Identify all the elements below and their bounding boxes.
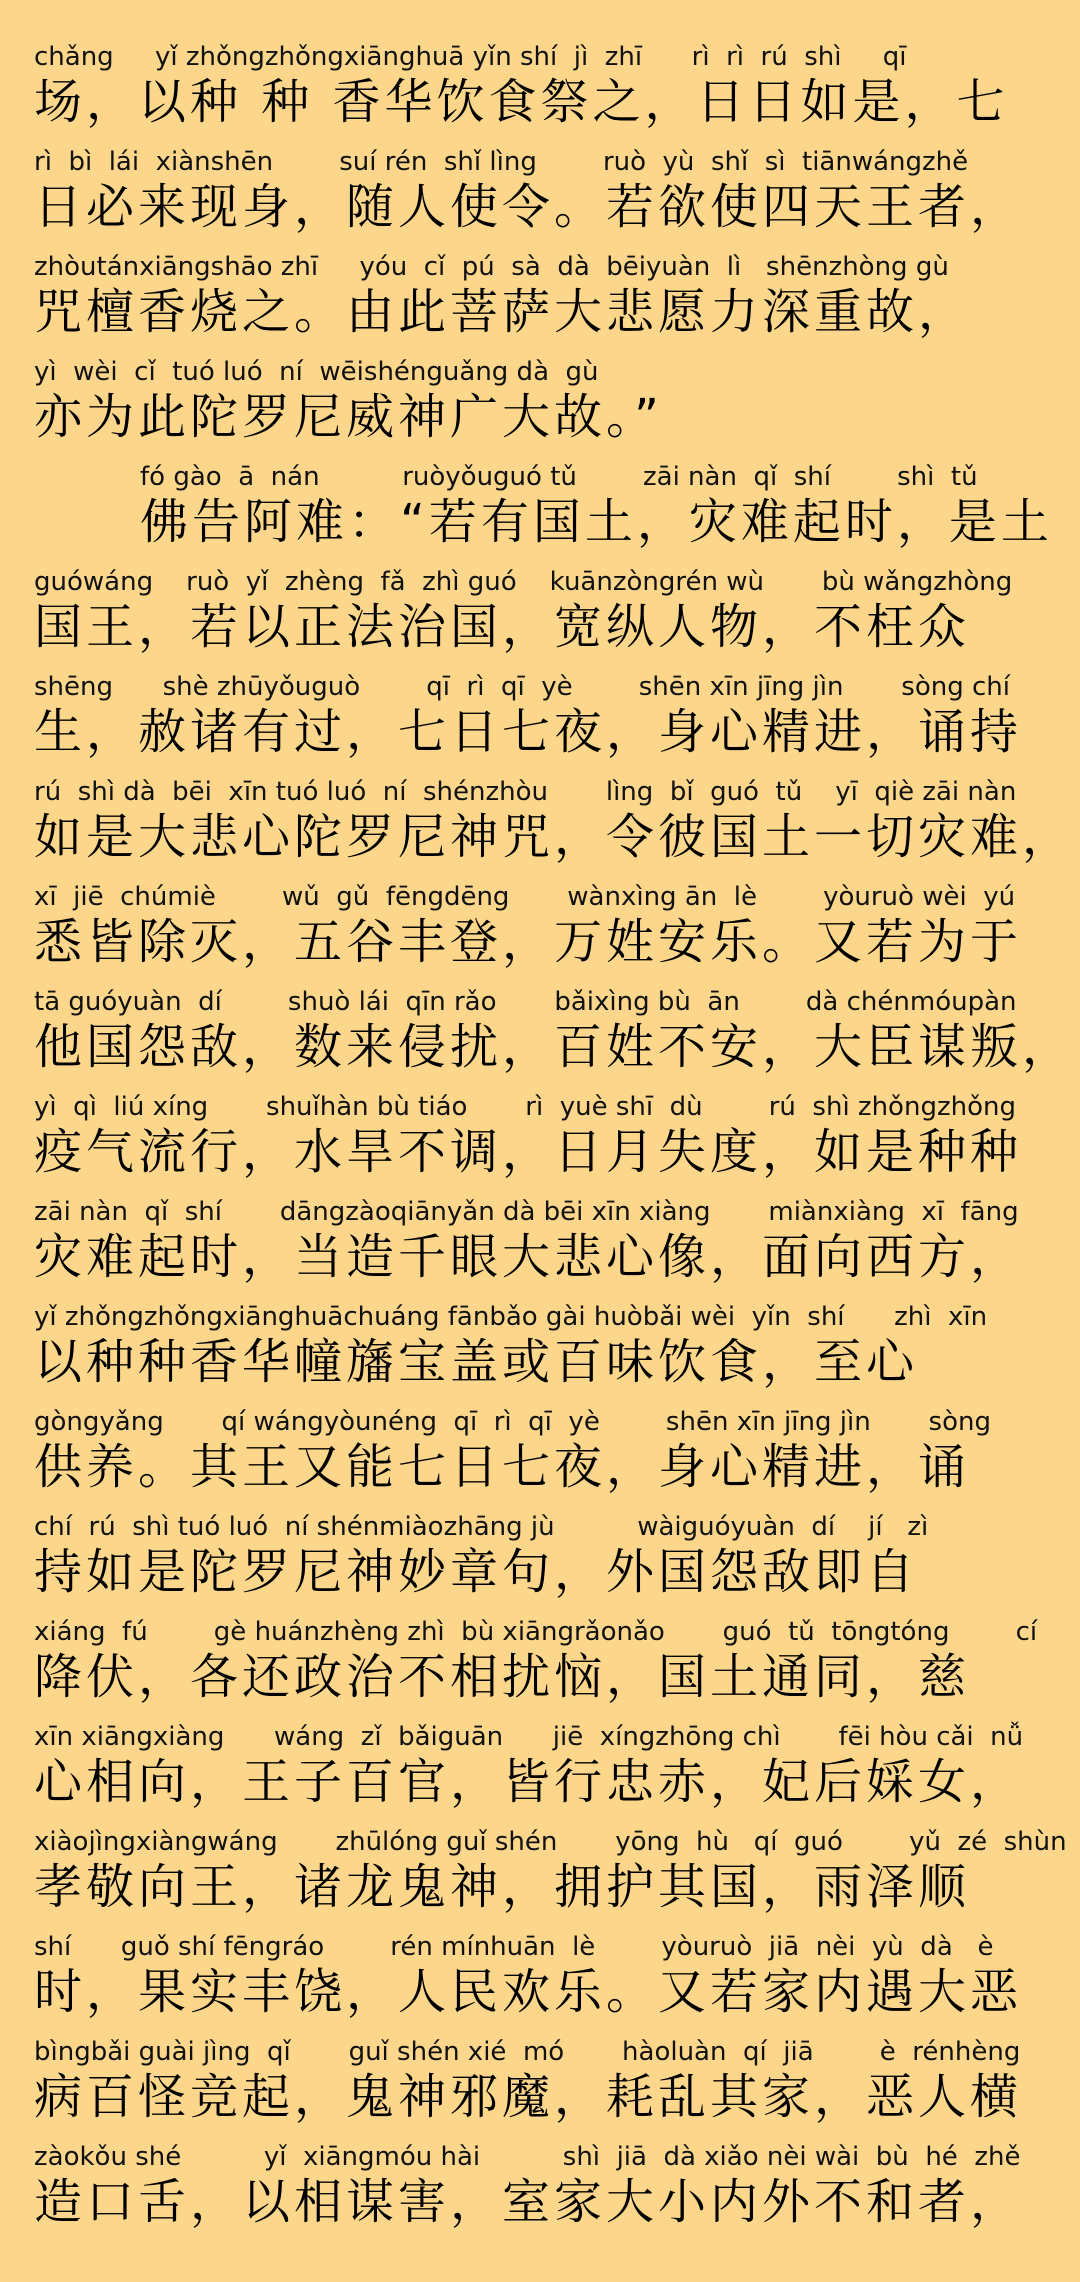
verse-line [0, 40, 1080, 145]
verse-line [0, 775, 1080, 880]
pinyin-annotation: yì qì liú xíng shuǐhàn bù tiáo rì yuè shī dù rú shì zhǒngzhǒng [34, 1092, 1016, 1122]
verse-line [0, 1405, 1080, 1510]
pinyin-annotation: xī jiē chúmiè wǔ gǔ fēngdēng wànxìng ān lè yòuruò wèi yú [34, 882, 1016, 912]
chinese-text: 日必来现身，随人使令。若欲使四天王者， [34, 179, 1023, 235]
verse-line [0, 355, 1080, 460]
chinese-text: 生，赦诸有过，七日七夜，身心精进，诵持 [34, 704, 1023, 760]
verse-line [0, 460, 1080, 565]
chinese-text: 疫气流行，水旱不调，日月失度，如是种种 [34, 1124, 1023, 1180]
pinyin-annotation: yì wèi cǐ tuó luó ní wēishénguǎng dà gù [34, 357, 599, 387]
pinyin-annotation: xiáng fú gè huánzhèng zhì bù xiāngrǎonǎo guó tǔ tōngtóng cí [34, 1617, 1038, 1647]
pinyin-annotation: tā guóyuàn dí shuò lái qīn rǎo bǎixìng bù ān dà chénmóupàn [34, 987, 1017, 1017]
chinese-text: 如是大悲心陀罗尼神咒，令彼国土一切灾难， [34, 809, 1074, 865]
pinyin-annotation: chí rú shì tuó luó ní shénmiàozhāng jù wàiguóyuàn dí jí zì [34, 1512, 929, 1542]
chinese-text: 他国怨敌，数来侵扰，百姓不安，大臣谋叛， [34, 1019, 1074, 1075]
verse-line [0, 1510, 1080, 1615]
chinese-text: 悉皆除灭，五谷丰登，万姓安乐。又若为于 [34, 914, 1023, 970]
pinyin-annotation: chǎng yǐ zhǒngzhǒngxiānghuā yǐn shí jì zhī rì rì rú shì qī [34, 42, 907, 72]
chinese-text: 佛告阿难：“若有国土，灾难起时，是土 [140, 494, 1053, 550]
pinyin-annotation: guówáng ruò yǐ zhèng fǎ zhì guó kuānzòngrén wù bù wǎngzhòng [34, 567, 1013, 597]
pinyin-annotation: yǐ zhǒngzhǒngxiānghuāchuáng fānbǎo gài huòbǎi wèi yǐn shí zhì xīn [34, 1302, 988, 1332]
chinese-text: 场，以种 种 香华饮食祭之，日日如是，七 [34, 74, 1009, 130]
verse-line [0, 1195, 1080, 1300]
verse-line [0, 2140, 1080, 2245]
chinese-text: 病百怪竞起，鬼神邪魔，耗乱其家，恶人横 [34, 2069, 1023, 2125]
pinyin-annotation: bìngbǎi guài jìng qǐ guǐ shén xié mó hàoluàn qí jiā è rénhèng [34, 2037, 1021, 2067]
verse-line [0, 1825, 1080, 1930]
chinese-text: 孝敬向王，诸龙鬼神，拥护其国，雨泽顺 [34, 1859, 971, 1915]
verse-line [0, 2035, 1080, 2140]
verse-line [0, 1300, 1080, 1405]
pinyin-annotation: fó gào ā nán ruòyǒuguó tǔ zāi nàn qǐ shí shì tǔ [140, 462, 978, 492]
verse-line [0, 565, 1080, 670]
verse-line [0, 1615, 1080, 1720]
chinese-text: 国王，若以正法治国，宽纵人物，不枉众 [34, 599, 971, 655]
pinyin-annotation: gòngyǎng qí wángyòunéng qī rì qī yè shēn xīn jīng jìn sòng [34, 1407, 991, 1437]
chinese-text: 心相向，王子百官，皆行忠赤，妃后婇女， [34, 1754, 1023, 1810]
chinese-text: 咒檀香烧之。由此菩萨大悲愿力深重故， [34, 284, 971, 340]
pinyin-annotation: zāi nàn qǐ shí dāngzàoqiānyǎn dà bēi xīn xiàng miànxiàng xī fāng [34, 1197, 1019, 1227]
chinese-text: 供养。其王又能七日七夜，身心精进，诵 [34, 1439, 971, 1495]
pinyin-annotation: zhòutánxiāngshāo zhī yóu cǐ pú sà dà bēiyuàn lì shēnzhòng gù [34, 252, 949, 282]
verse-line [0, 1090, 1080, 1195]
verse-line [0, 145, 1080, 250]
chinese-text: 以种种香华幢旛宝盖或百味饮食，至心 [34, 1334, 919, 1390]
pinyin-annotation: xiàojìngxiàngwáng zhūlóng guǐ shén yōng hù qí guó yǔ zé shùn [34, 1827, 1067, 1857]
verse-line [0, 880, 1080, 985]
verse-line [0, 250, 1080, 355]
pinyin-annotation: rì bì lái xiànshēn suí rén shǐ lìng ruò yù shǐ sì tiānwángzhě [34, 147, 969, 177]
chinese-text: 亦为此陀罗尼威神广大故。” [34, 389, 663, 445]
chinese-text: 持如是陀罗尼神妙章句，外国怨敌即自 [34, 1544, 919, 1600]
pinyin-annotation: zàokǒu shé yǐ xiāngmóu hài shì jiā dà xiǎo nèi wài bù hé zhě [34, 2142, 1021, 2172]
chinese-text: 造口舌，以相谋害，室家大小内外不和者， [34, 2174, 1023, 2230]
pinyin-annotation: xīn xiāngxiàng wáng zǐ bǎiguān jiē xíngzhōng chì fēi hòu cǎi nǚ [34, 1722, 1024, 1752]
verse-line [0, 985, 1080, 1090]
verse-line [0, 670, 1080, 775]
pinyin-annotation: shēng shè zhūyǒuguò qī rì qī yè shēn xīn jīng jìn sòng chí [34, 672, 1011, 702]
pinyin-annotation: shí guǒ shí fēngráo rén mínhuān lè yòuruò jiā nèi yù dà è [34, 1932, 994, 1962]
verse-line [0, 1930, 1080, 2035]
verse-line [0, 1720, 1080, 1825]
chinese-text: 降伏，各还政治不相扰恼，国土通同，慈 [34, 1649, 971, 1705]
pinyin-annotation: rú shì dà bēi xīn tuó luó ní shénzhòu lìng bǐ guó tǔ yī qiè zāi nàn [34, 777, 1017, 807]
chinese-text: 时，果实丰饶，人民欢乐。又若家内遇大恶 [34, 1964, 1023, 2020]
chinese-text: 灾难起时，当造千眼大悲心像，面向西方， [34, 1229, 1023, 1285]
